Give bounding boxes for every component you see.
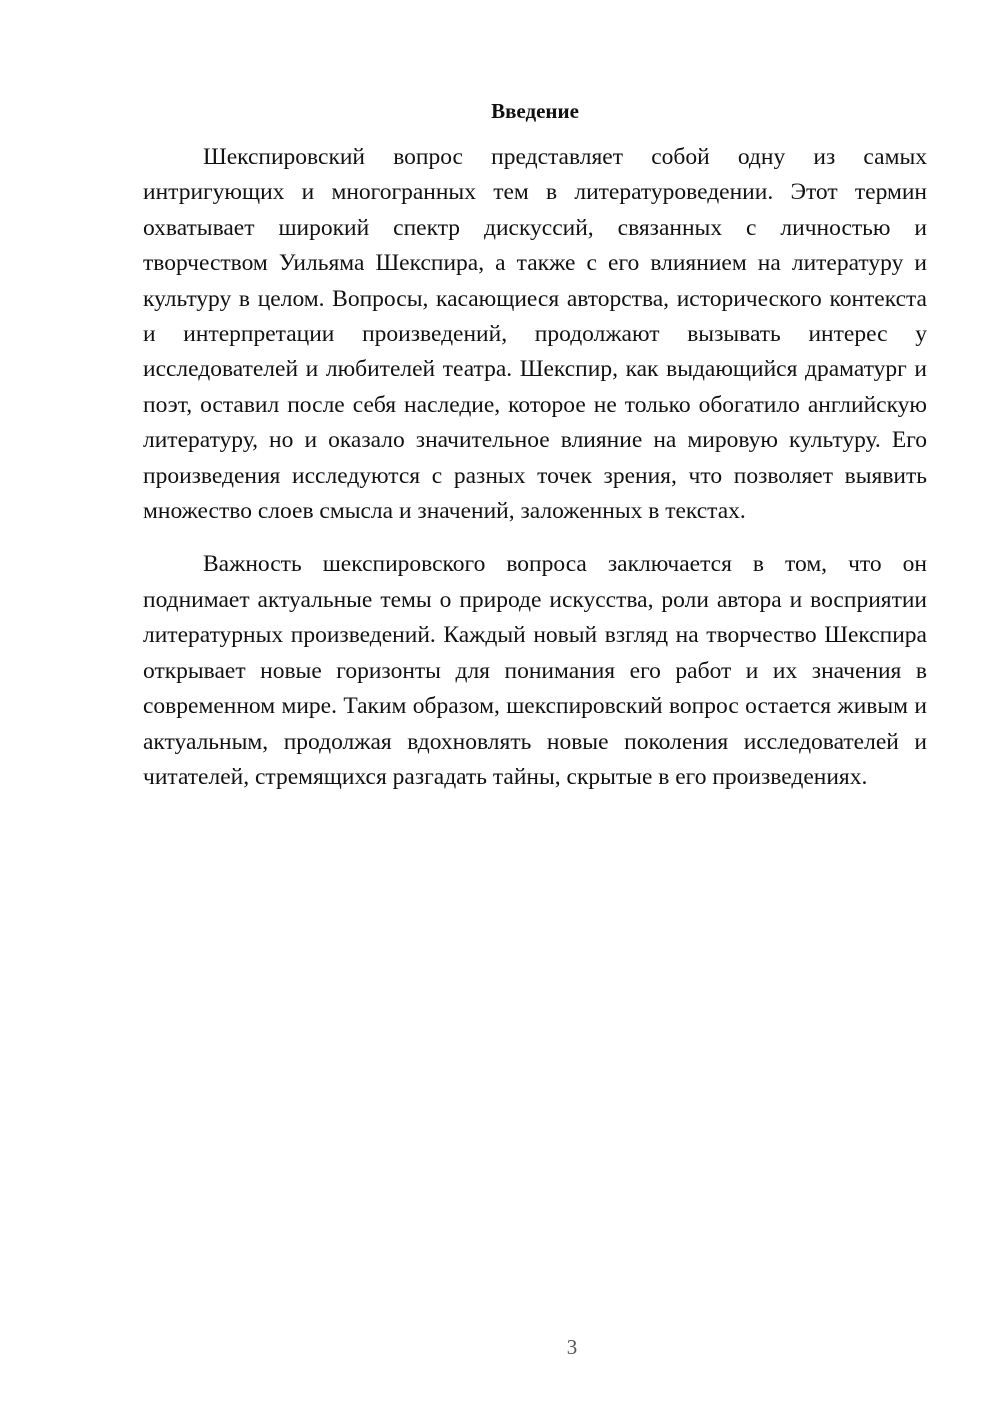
- paragraph-1: Шекспировский вопрос представляет собой одну из самых интригующих и многогранных тем в литературоведении. Этот термин охватывает широкий спектр дискуссий, связанных с личностью и творчеством Уильяма Шекспира, а также с его влиянием на литературу и культуру в целом. Вопросы, касающиеся авторства, исторического контекста и интерпретации произведений, продолжают вызывать интерес у исследователей и любителей театра. Шекспир, как выдающийся драматург и поэт, оставил после себя наследие, которое не только обогатило английскую литературу, но и оказало значительное влияние на мировую культуру. Его произведения исследуются с разных точек зрения, что позволяет выявить множество слоев смысла и значений, заложенных в текстах.: [143, 144, 927, 525]
- page-number: 3: [566, 1335, 578, 1359]
- paragraph-2: Важность шекспировского вопроса заключается в том, что он поднимает актуальные темы о природе искусства, роли автора и восприятии литературных произведений. Каждый новый взгляд на творчество Шекспира открывает новые горизонты для понимания его работ и их значения в современном мире. Таким образом, шекспировский вопрос остается живым и актуальным, продолжая вдохновлять новые поколения исследователей и читателей, стремящихся разгадать тайны, скрытые в его произведениях.: [143, 551, 927, 790]
- page-content: [143, 96, 927, 795]
- section-heading: Введение: [491, 99, 579, 123]
